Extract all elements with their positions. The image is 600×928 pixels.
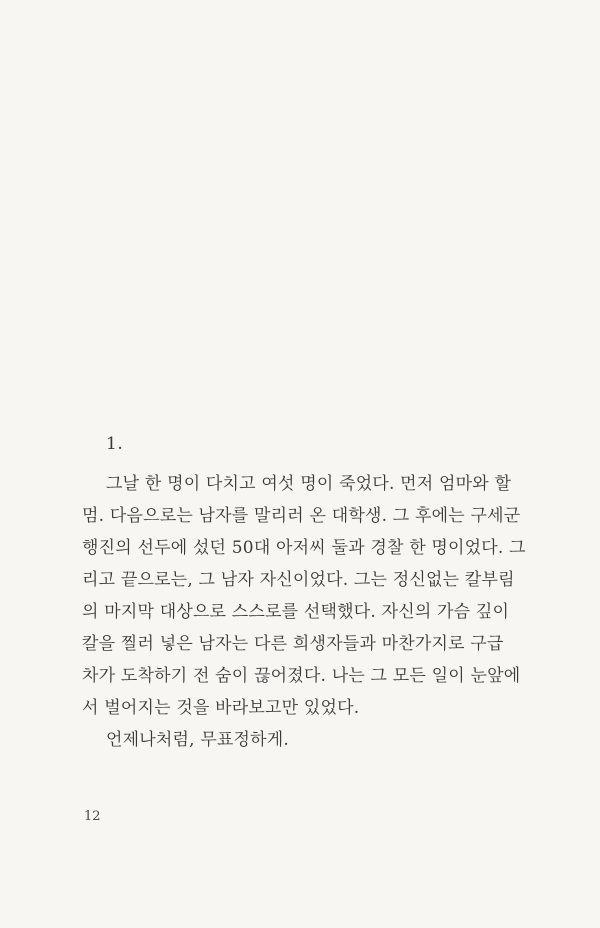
paragraph-line: 멈. 다음으로는 남자를 말리러 온 대학생. 그 후에는 구세군 (82, 506, 521, 526)
paragraph-line: 행진의 선두에 섰던 50대 아저씨 둘과 경찰 한 명이었다. 그 (82, 538, 526, 558)
paragraph-line: 언제나처럼, 무표정하게. (106, 730, 290, 750)
body-text (82, 468, 526, 756)
paragraph-line: 그날 한 명이 다치고 여섯 명이 죽었다. 먼저 엄마와 할 (106, 474, 512, 494)
page-number: 12 (84, 809, 101, 824)
chapter-number: 1. (106, 434, 124, 454)
paragraph-line: 서 벌어지는 것을 바라보고만 있었다. (82, 698, 360, 718)
paragraph-line: 리고 끝으로는, 그 남자 자신이었다. 그는 정신없는 칼부림 (82, 570, 515, 590)
paragraph-line: 차가 도착하기 전 숨이 끊어졌다. 나는 그 모든 일이 눈앞에 (82, 666, 521, 686)
paragraph-line: 의 마지막 대상으로 스스로를 선택했다. 자신의 가슴 깊이 (82, 602, 510, 622)
paragraph-line: 칼을 찔러 넣은 남자는 다른 희생자들과 마찬가지로 구급 (82, 634, 504, 654)
